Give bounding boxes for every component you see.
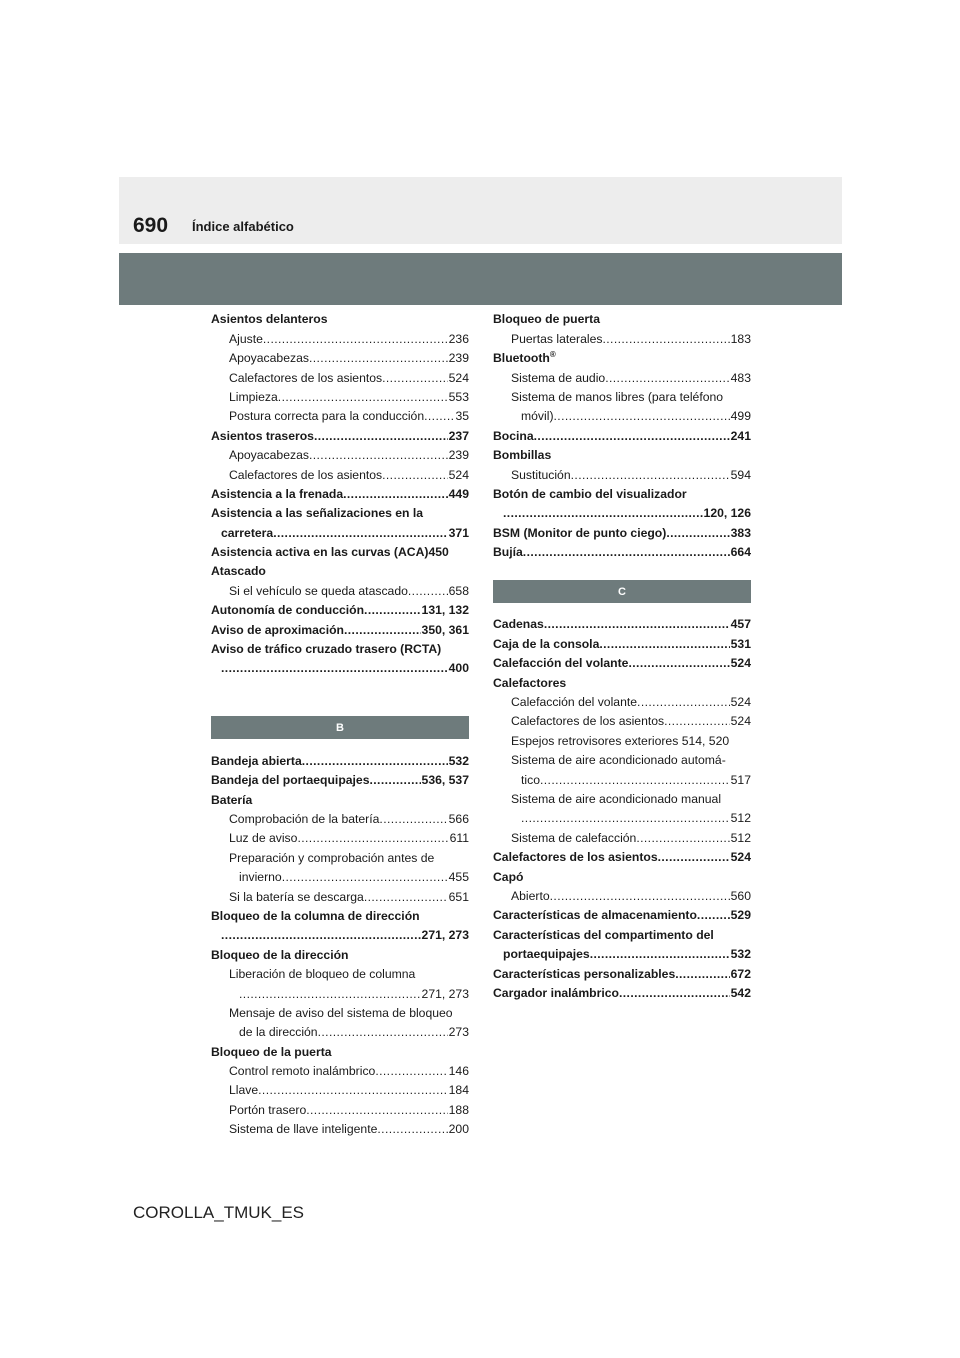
- index-entry: [211, 943, 469, 962]
- index-entry-text: Calefactores de los asientos: [229, 370, 383, 385]
- header-grey-band: [119, 253, 842, 305]
- leader-dots: [263, 332, 448, 347]
- index-entry: [493, 710, 751, 729]
- index-entry-text: Si el vehículo se queda atascado: [229, 583, 408, 598]
- leader-dots: [590, 947, 730, 962]
- index-entry-text: carretera: [221, 525, 274, 540]
- index-entry-text: Sistema de llave inteligente: [229, 1122, 378, 1137]
- leader-dots: [344, 623, 421, 638]
- index-entry: [493, 405, 751, 424]
- index-entry-text: Si la batería se descarga: [229, 889, 364, 904]
- index-entry: [211, 405, 469, 424]
- page-reference: 273: [448, 1025, 469, 1040]
- leader-dots: [297, 831, 448, 846]
- index-entry: [493, 366, 751, 385]
- leader-dots: [382, 371, 448, 386]
- index-entry: [493, 962, 751, 981]
- leader-dots: [302, 754, 448, 769]
- page-reference: 524: [730, 656, 751, 671]
- leader-dots: [306, 1103, 447, 1118]
- page-reference: 658: [448, 583, 469, 598]
- leader-dots: [278, 390, 448, 405]
- index-entry: [211, 808, 469, 827]
- index-entry: [211, 618, 469, 637]
- index-entry-text: Batería: [211, 792, 253, 807]
- page-reference: 524: [448, 370, 469, 385]
- leader-dots: [534, 429, 730, 444]
- index-entry: [211, 905, 469, 924]
- index-entry-text: Calefactores de los asientos: [493, 850, 658, 865]
- page-reference: 236: [448, 331, 469, 346]
- index-entry-text: Apoyacabezas: [229, 351, 309, 366]
- index-entry: [493, 347, 751, 366]
- page-reference: 542: [730, 985, 751, 1000]
- index-entry: [493, 652, 751, 671]
- index-entry-text: Bujía: [493, 545, 523, 560]
- document-code: COROLLA_TMUK_ES: [133, 1203, 304, 1222]
- index-entry: [493, 807, 751, 826]
- index-entry: [211, 502, 469, 521]
- page-reference: 237: [448, 428, 469, 443]
- index-entry: [493, 502, 751, 521]
- leader-dots: [239, 987, 421, 1002]
- leader-dots: [571, 468, 730, 483]
- leader-dots: [375, 1064, 447, 1079]
- leader-dots: [554, 409, 730, 424]
- letter-divider-b: B: [211, 716, 469, 739]
- index-entry: [493, 749, 751, 768]
- leader-dots: [369, 773, 420, 788]
- index-entry-text: Caja de la consola: [493, 636, 600, 651]
- leader-dots: [605, 371, 729, 386]
- leader-dots: [664, 714, 730, 729]
- leader-dots: [697, 908, 730, 923]
- index-entry-text: Cadenas: [493, 617, 544, 632]
- index-entry: [211, 424, 469, 443]
- index-entry: [493, 521, 751, 540]
- index-entry: [211, 885, 469, 904]
- index-entry-text: de la dirección: [239, 1025, 318, 1040]
- leader-dots: [540, 773, 730, 788]
- index-entry-text: Apoyacabezas: [229, 448, 309, 463]
- index-entry: [211, 1040, 469, 1059]
- leader-dots: [364, 603, 421, 618]
- index-entry-text: Sistema de audio: [511, 370, 606, 385]
- leader-dots: [343, 487, 448, 502]
- index-entry: [493, 982, 751, 1001]
- index-entry: [211, 327, 469, 346]
- page-reference: 184: [448, 1083, 469, 1098]
- leader-dots: [658, 850, 730, 865]
- index-entry-text: Calefactores: [493, 675, 567, 690]
- index-entry: [493, 904, 751, 923]
- index-entry: [211, 982, 469, 1001]
- page-reference: 383: [730, 525, 751, 540]
- index-entry: [211, 347, 469, 366]
- index-entry: [211, 846, 469, 865]
- index-entry-text: BSM (Monitor de punto ciego): [493, 525, 667, 540]
- leader-dots: [636, 831, 729, 846]
- index-entry-text: Bloqueo de la puerta: [211, 1044, 332, 1059]
- index-entry-text: Asientos traseros: [211, 428, 314, 443]
- index-entry-text: tico: [521, 772, 540, 787]
- page-reference: 200: [448, 1122, 469, 1137]
- page-reference: 664: [730, 545, 751, 560]
- page-reference: 146: [448, 1064, 469, 1079]
- index-entry-text: Características del compartimento del: [493, 927, 714, 942]
- page-reference: 651: [448, 889, 469, 904]
- index-entry-text: móvil): [521, 409, 554, 424]
- index-entry: [211, 924, 469, 943]
- index-entry: [211, 463, 469, 482]
- page-reference: 532: [448, 753, 469, 768]
- index-entry-text: Sistema de aire acondicionado manual: [511, 791, 722, 806]
- page-reference: 594: [730, 467, 751, 482]
- index-entry: [493, 826, 751, 845]
- leader-dots: [637, 695, 730, 710]
- page-reference: 512: [730, 811, 751, 826]
- leader-dots: [544, 617, 730, 632]
- leader-dots: [382, 468, 448, 483]
- index-entry: [211, 1118, 469, 1137]
- leader-dots: [309, 351, 448, 366]
- spacer: [211, 676, 469, 696]
- index-entry-text: Sistema de calefacción: [511, 830, 637, 845]
- index-entry: [211, 1060, 469, 1079]
- page-reference: 512: [730, 830, 751, 845]
- index-entry: [493, 923, 751, 942]
- index-entry-text: invierno: [239, 870, 282, 885]
- page-reference: 560: [730, 888, 751, 903]
- index-entry: [493, 424, 751, 443]
- leader-dots: [273, 526, 447, 541]
- index-entry: [211, 386, 469, 405]
- page-reference: 371: [448, 525, 469, 540]
- index-entry: [493, 885, 751, 904]
- index-entry-text: Luz de aviso: [229, 831, 298, 846]
- index-entry: [211, 1098, 469, 1117]
- index-entry-text: Sistema de aire acondicionado automá-: [511, 753, 726, 768]
- page-reference: 531: [730, 636, 751, 651]
- entry-group: [211, 308, 469, 676]
- index-entry-text: Capó: [493, 869, 524, 884]
- page-reference: 524: [448, 467, 469, 482]
- leader-dots: [424, 409, 454, 424]
- entry-group: [211, 749, 469, 1137]
- page-reference: 499: [730, 409, 751, 424]
- page-reference: 183: [730, 331, 751, 346]
- page-reference: 532: [730, 947, 751, 962]
- index-entry-text: Control remoto inalámbrico: [229, 1064, 376, 1079]
- index-entry: [493, 541, 751, 560]
- index-entry: [211, 308, 469, 327]
- index-entry-text: Calefacción del volante: [493, 656, 629, 671]
- index-entry: [211, 560, 469, 579]
- index-entry-text: Bombillas: [493, 448, 552, 463]
- leader-dots: [599, 637, 729, 652]
- page-reference: 529: [730, 908, 751, 923]
- page-reference: 457: [730, 617, 751, 632]
- leader-dots: [675, 967, 729, 982]
- index-entry: [493, 671, 751, 690]
- index-entry-text: Bloqueo de la columna de dirección: [211, 908, 420, 923]
- index-entry-text: Sustitución: [511, 467, 571, 482]
- page-reference: 566: [448, 811, 469, 826]
- leader-dots: [379, 812, 447, 827]
- letter-divider-c: C: [493, 580, 751, 603]
- index-entry: [493, 729, 751, 748]
- index-column-left: [211, 308, 469, 1137]
- index-entry-text: Botón de cambio del visualizador: [493, 486, 687, 501]
- index-entry: [211, 1079, 469, 1098]
- page-reference: 536, 537: [421, 773, 469, 788]
- page-reference: 524: [730, 850, 751, 865]
- index-entry-text: Puertas laterales: [511, 331, 603, 346]
- section-title: Índice alfabético: [192, 219, 294, 234]
- page-reference: 517: [730, 772, 751, 787]
- index-entry: [211, 657, 469, 676]
- index-entry: [211, 963, 469, 982]
- index-entry-text: Bloqueo de puerta: [493, 312, 600, 327]
- page-reference: 400: [448, 661, 469, 676]
- index-entry: [211, 638, 469, 657]
- index-entry-text: Mensaje de aviso del sistema de bloqueo: [229, 1005, 453, 1020]
- index-entry-text: Liberación de bloqueo de columna: [229, 967, 416, 982]
- page-reference: 120, 126: [703, 506, 751, 521]
- index-entry: [493, 327, 751, 346]
- index-entry-text: Bandeja del portaequipajes: [211, 773, 370, 788]
- page-reference: 35: [455, 409, 469, 424]
- index-entry-text: portaequipajes: [503, 947, 590, 962]
- page-reference: 271, 273: [421, 928, 469, 943]
- index-entry-text: Calefactores de los asientos: [511, 714, 665, 729]
- index-entry-text: Postura correcta para la conducción: [229, 409, 425, 424]
- index-entry: [211, 749, 469, 768]
- page-reference: 131, 132: [421, 603, 469, 618]
- page-reference: 553: [448, 389, 469, 404]
- index-entry: [211, 788, 469, 807]
- page-reference: 455: [448, 870, 469, 885]
- index-entry-text: Cargador inalámbrico: [493, 985, 619, 1000]
- index-entry: [211, 1002, 469, 1021]
- index-entry: [493, 444, 751, 463]
- index-entry-text: Espejos retrovisores exteriores 514, 520: [511, 733, 730, 748]
- index-entry-text: Aviso de aproximación: [211, 622, 344, 637]
- page-reference: 449: [448, 486, 469, 501]
- index-column-right: [493, 308, 751, 1001]
- index-entry-text: Preparación y comprobación antes de: [229, 850, 435, 865]
- page-reference: 672: [730, 966, 751, 981]
- index-entry: [211, 366, 469, 385]
- leader-dots: [619, 986, 730, 1001]
- page-reference: 271, 273: [421, 986, 469, 1001]
- index-entry-text: Aviso de tráfico cruzado trasero (RCTA): [211, 642, 442, 657]
- index-entry: [493, 943, 751, 962]
- index-entry-text: Asistencia activa en las curvas (ACA)450: [211, 545, 449, 560]
- leader-dots: [377, 1122, 447, 1137]
- index-entry-text: Bloqueo de la dirección: [211, 947, 349, 962]
- index-entry: [211, 579, 469, 598]
- page-reference: 524: [730, 695, 751, 710]
- index-entry: [211, 521, 469, 540]
- leader-dots: [503, 506, 703, 521]
- leader-dots: [309, 448, 448, 463]
- leader-dots: [282, 870, 448, 885]
- index-entry: [493, 386, 751, 405]
- index-entry-text: Portón trasero: [229, 1102, 307, 1117]
- leader-dots: [666, 526, 729, 541]
- index-entry: [211, 827, 469, 846]
- index-entry: [211, 444, 469, 463]
- index-entry-text: Autonomía de conducción: [211, 603, 365, 618]
- registered-mark: ®: [549, 350, 556, 360]
- index-entry-text: Bluetooth®: [493, 350, 556, 366]
- index-entry-text: Características personalizables: [493, 966, 676, 981]
- index-entry-text: Calefactores de los asientos: [229, 467, 383, 482]
- leader-dots: [221, 928, 421, 943]
- index-entry-text: Asistencia a la frenada: [211, 486, 344, 501]
- leader-dots: [523, 545, 730, 560]
- leader-dots: [364, 890, 448, 905]
- index-entry-text: Ajuste: [229, 331, 263, 346]
- page-reference: 350, 361: [421, 622, 469, 637]
- leader-dots: [318, 1025, 448, 1040]
- leader-dots: [258, 1083, 448, 1098]
- index-entry: [493, 846, 751, 865]
- index-entry: [493, 463, 751, 482]
- index-entry: [211, 541, 469, 560]
- page-reference: 241: [730, 428, 751, 443]
- leader-dots: [602, 332, 729, 347]
- leader-dots: [408, 584, 448, 599]
- page-reference: 239: [448, 351, 469, 366]
- leader-dots: [221, 661, 448, 676]
- page-reference: 188: [448, 1102, 469, 1117]
- index-entry: [493, 788, 751, 807]
- index-entry-text: Llave: [229, 1083, 259, 1098]
- index-entry: [211, 1021, 469, 1040]
- page-reference: 524: [730, 714, 751, 729]
- entry-group: [493, 613, 751, 1001]
- index-entry: [493, 691, 751, 710]
- index-entry-text: Características de almacenamiento: [493, 908, 697, 923]
- index-entry-text: Comprobación de la batería: [229, 811, 380, 826]
- index-entry-text: Atascado: [211, 564, 266, 579]
- index-entry: [493, 613, 751, 632]
- index-entry: [211, 599, 469, 618]
- index-entry-text: Bandeja abierta: [211, 753, 302, 768]
- index-entry: [493, 768, 751, 787]
- index-entry: [493, 632, 751, 651]
- index-entry: [493, 308, 751, 327]
- page-reference: 611: [449, 831, 469, 846]
- index-entry: [493, 865, 751, 884]
- index-entry-text: Calefacción del volante: [511, 695, 638, 710]
- index-entry-text: Limpieza: [229, 389, 278, 404]
- index-entry: [211, 866, 469, 885]
- index-entry: [211, 483, 469, 502]
- index-entry-text: Asistencia a las señalizaciones en la: [211, 506, 424, 521]
- index-entry-text: Abierto: [511, 888, 550, 903]
- index-entry-text: Bocina: [493, 428, 534, 443]
- leader-dots: [628, 656, 729, 671]
- page-reference: 239: [448, 448, 469, 463]
- page-reference: 483: [730, 370, 751, 385]
- leader-dots: [521, 811, 730, 826]
- leader-dots: [550, 889, 730, 904]
- page-number: 690: [133, 214, 169, 237]
- index-entry: [211, 769, 469, 788]
- leader-dots: [314, 429, 448, 444]
- entry-group: [493, 308, 751, 560]
- index-entry: [493, 483, 751, 502]
- index-entry-text: Sistema de manos libres (para teléfono: [511, 389, 724, 404]
- index-entry-text: Asientos delanteros: [211, 312, 328, 327]
